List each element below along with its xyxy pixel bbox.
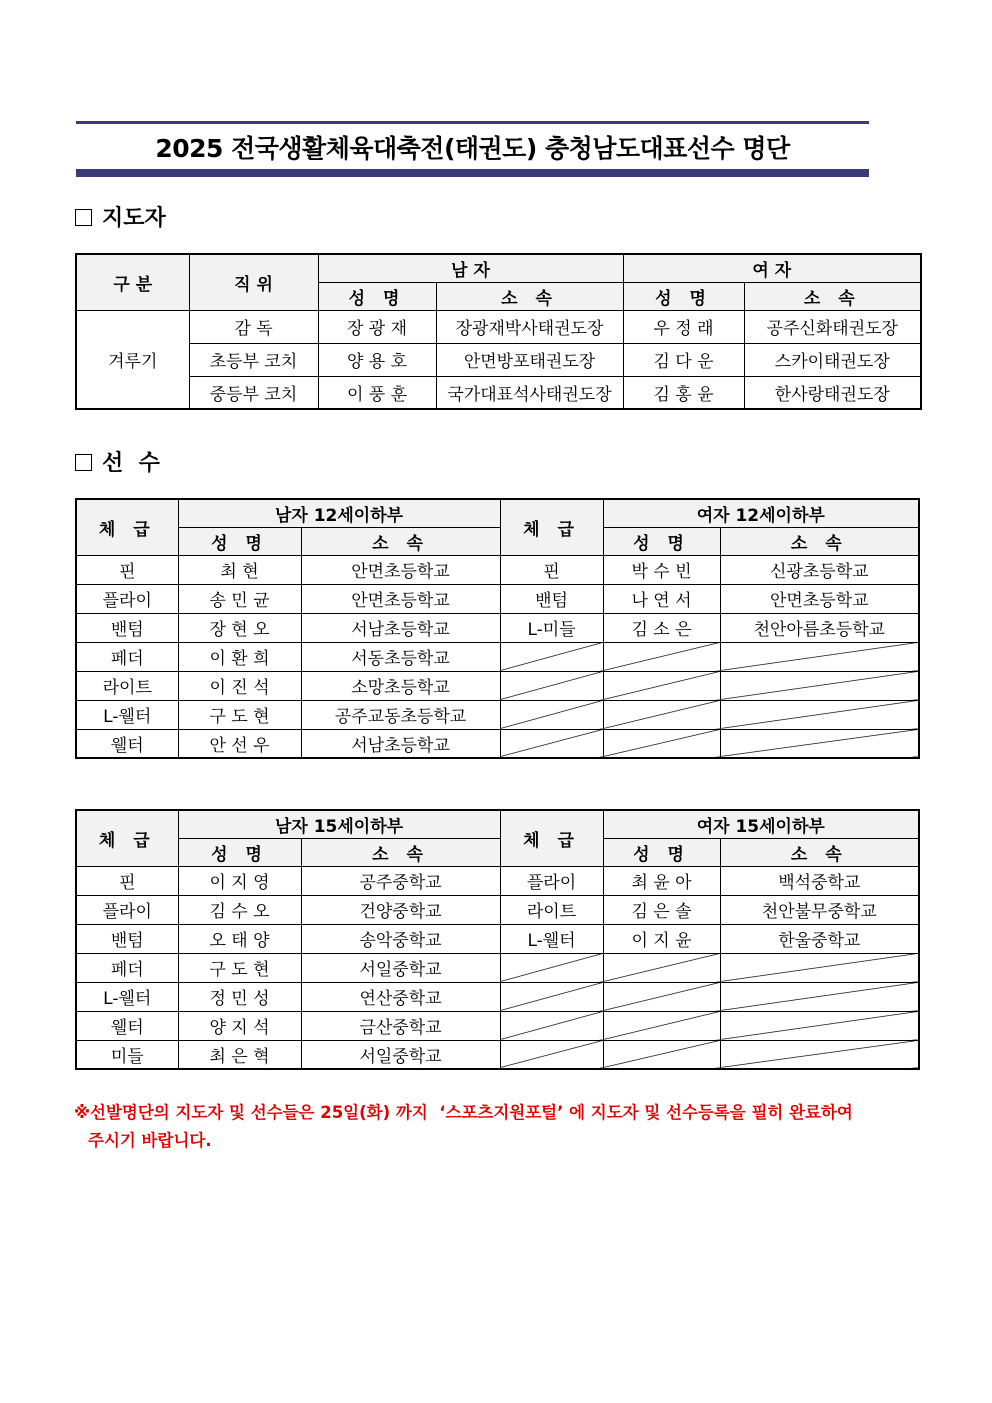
male-affiliation: 서일중학교 (301, 953, 500, 982)
section-players-label: 선 수 (102, 451, 160, 476)
coach-female-name: 김 다 운 (623, 343, 744, 376)
female-name: 최 윤 아 (603, 866, 720, 895)
table-row (76, 953, 919, 982)
male-weight: 플라이 (76, 584, 178, 613)
male-weight: 핀 (76, 555, 178, 584)
male-affiliation: 송악중학교 (301, 924, 500, 953)
title-bottom-rule (76, 169, 869, 177)
empty-diagonal-cell (500, 729, 603, 758)
empty-diagonal-cell (500, 982, 603, 1011)
male-name: 이 진 석 (178, 671, 301, 700)
empty-diagonal-cell (500, 1040, 603, 1069)
female-affiliation: 안면초등학교 (720, 584, 919, 613)
male-name: 정 민 성 (178, 982, 301, 1011)
header-category: 구 분 (76, 254, 189, 310)
u15-header-female-weight: 체 급 (500, 810, 603, 866)
male-name: 최 현 (178, 555, 301, 584)
coach-position: 초등부 코치 (189, 343, 318, 376)
table-row (76, 895, 919, 924)
coach-female-affiliation: 스카이태권도장 (744, 343, 921, 376)
table-row (76, 343, 921, 376)
coach-female-affiliation: 공주신화태권도장 (744, 310, 921, 343)
table-row (76, 1011, 919, 1040)
coach-position: 감 독 (189, 310, 318, 343)
coach-male-affiliation: 안면방포태권도장 (436, 343, 623, 376)
empty-diagonal-cell (603, 700, 720, 729)
male-name: 양 지 석 (178, 1011, 301, 1040)
male-weight: 라이트 (76, 671, 178, 700)
male-name: 구 도 현 (178, 700, 301, 729)
section-players-heading (75, 446, 160, 477)
male-affiliation: 건양중학교 (301, 895, 500, 924)
checkbox-square-icon (75, 209, 92, 226)
empty-diagonal-cell (500, 642, 603, 671)
u12-table (75, 498, 920, 759)
table-row (76, 376, 921, 409)
u15-header-male-name: 성 명 (178, 838, 301, 866)
u15-header-female-name: 성 명 (603, 838, 720, 866)
empty-diagonal-cell (603, 1040, 720, 1069)
empty-diagonal-cell (720, 953, 919, 982)
male-affiliation: 서일중학교 (301, 1040, 500, 1069)
table-row (76, 642, 919, 671)
section-coaches-label: 지도자 (102, 206, 166, 231)
u15-header-male-weight: 체 급 (76, 810, 178, 866)
u15-header-male-title: 남자 15세이하부 (178, 810, 500, 838)
male-weight: 페더 (76, 642, 178, 671)
empty-diagonal-cell (500, 671, 603, 700)
table-row (76, 982, 919, 1011)
female-weight: 핀 (500, 555, 603, 584)
male-affiliation: 연산중학교 (301, 982, 500, 1011)
table-row (76, 924, 919, 953)
u15-header-female-title: 여자 15세이하부 (603, 810, 919, 838)
female-affiliation: 한울중학교 (720, 924, 919, 953)
header-female: 여 자 (623, 254, 921, 282)
male-affiliation: 안면초등학교 (301, 584, 500, 613)
male-affiliation: 공주교동초등학교 (301, 700, 500, 729)
empty-diagonal-cell (603, 671, 720, 700)
table-row (76, 1040, 919, 1069)
coach-male-name: 장 광 재 (318, 310, 436, 343)
female-weight: L-미들 (500, 613, 603, 642)
header-male-affiliation: 소 속 (436, 282, 623, 310)
page-title: 2025 전국생활체육대축전(태권도) 충청남도대표선수 명단 (155, 134, 790, 163)
coaches-table (75, 253, 922, 410)
u12-header-male-title: 남자 12세이하부 (178, 499, 500, 527)
male-weight: 웰터 (76, 729, 178, 758)
empty-diagonal-cell (603, 1011, 720, 1040)
coach-female-affiliation: 한사랑태권도장 (744, 376, 921, 409)
female-affiliation: 백석중학교 (720, 866, 919, 895)
empty-diagonal-cell (603, 642, 720, 671)
header-position: 직 위 (189, 254, 318, 310)
female-affiliation: 천안아름초등학교 (720, 613, 919, 642)
registration-note (74, 1099, 926, 1155)
section-coaches-heading (75, 201, 166, 232)
empty-diagonal-cell (720, 1011, 919, 1040)
male-name: 송 민 균 (178, 584, 301, 613)
header-female-affiliation: 소 속 (744, 282, 921, 310)
table-row (76, 310, 921, 343)
male-name: 최 은 혁 (178, 1040, 301, 1069)
male-weight: 웰터 (76, 1011, 178, 1040)
coach-male-name: 양 용 호 (318, 343, 436, 376)
u15-header-female-affiliation: 소 속 (720, 838, 919, 866)
female-weight: L-웰터 (500, 924, 603, 953)
title-top-rule (76, 121, 869, 124)
female-weight: 라이트 (500, 895, 603, 924)
note-line-2: 주시기 바랍니다. (88, 1131, 212, 1150)
coach-female-name: 김 홍 윤 (623, 376, 744, 409)
note-line-1: ※선발명단의 지도자 및 선수들은 25일(화) 까지 ‘스포츠지원포털’ 에 지도자 및 선수등록을 필히 완료하여 (74, 1103, 853, 1122)
empty-diagonal-cell (500, 1011, 603, 1040)
male-affiliation: 서남초등학교 (301, 729, 500, 758)
table-row (76, 866, 919, 895)
u12-header-female-name: 성 명 (603, 527, 720, 555)
female-affiliation: 천안불무중학교 (720, 895, 919, 924)
header-female-name: 성 명 (623, 282, 744, 310)
coach-position: 중등부 코치 (189, 376, 318, 409)
female-name: 김 소 은 (603, 613, 720, 642)
coach-male-name: 이 풍 훈 (318, 376, 436, 409)
male-weight: 밴텀 (76, 613, 178, 642)
male-name: 구 도 현 (178, 953, 301, 982)
male-weight: L-웰터 (76, 700, 178, 729)
male-affiliation: 서동초등학교 (301, 642, 500, 671)
male-name: 김 수 오 (178, 895, 301, 924)
empty-diagonal-cell (603, 729, 720, 758)
u15-header-male-affiliation: 소 속 (301, 838, 500, 866)
female-weight: 플라이 (500, 866, 603, 895)
male-weight: 플라이 (76, 895, 178, 924)
u15-table (75, 809, 920, 1070)
table-row (76, 700, 919, 729)
female-name: 김 은 솔 (603, 895, 720, 924)
coach-male-affiliation: 장광재박사태권도장 (436, 310, 623, 343)
title-banner (76, 121, 869, 177)
female-affiliation: 신광초등학교 (720, 555, 919, 584)
u12-header-female-title: 여자 12세이하부 (603, 499, 919, 527)
female-name: 이 지 윤 (603, 924, 720, 953)
female-name: 나 연 서 (603, 584, 720, 613)
male-name: 안 선 우 (178, 729, 301, 758)
empty-diagonal-cell (720, 700, 919, 729)
female-name: 박 수 빈 (603, 555, 720, 584)
empty-diagonal-cell (720, 642, 919, 671)
u12-header-female-affiliation: 소 속 (720, 527, 919, 555)
checkbox-square-icon (75, 454, 92, 471)
male-affiliation: 공주중학교 (301, 866, 500, 895)
male-name: 오 태 양 (178, 924, 301, 953)
male-affiliation: 소망초등학교 (301, 671, 500, 700)
male-weight: L-웰터 (76, 982, 178, 1011)
table-row (76, 584, 919, 613)
empty-diagonal-cell (720, 1040, 919, 1069)
u12-header-male-weight: 체 급 (76, 499, 178, 555)
male-affiliation: 안면초등학교 (301, 555, 500, 584)
male-affiliation: 서남초등학교 (301, 613, 500, 642)
u12-header-male-name: 성 명 (178, 527, 301, 555)
male-weight: 밴텀 (76, 924, 178, 953)
male-name: 이 환 희 (178, 642, 301, 671)
male-name: 장 현 오 (178, 613, 301, 642)
empty-diagonal-cell (720, 671, 919, 700)
header-male: 남 자 (318, 254, 623, 282)
coach-category: 겨루기 (76, 310, 189, 409)
empty-diagonal-cell (603, 953, 720, 982)
empty-diagonal-cell (720, 982, 919, 1011)
header-male-name: 성 명 (318, 282, 436, 310)
male-name: 이 지 영 (178, 866, 301, 895)
male-affiliation: 금산중학교 (301, 1011, 500, 1040)
coach-male-affiliation: 국가대표석사태권도장 (436, 376, 623, 409)
table-row (76, 729, 919, 758)
u12-header-male-affiliation: 소 속 (301, 527, 500, 555)
empty-diagonal-cell (720, 729, 919, 758)
male-weight: 미들 (76, 1040, 178, 1069)
empty-diagonal-cell (500, 953, 603, 982)
table-row (76, 671, 919, 700)
table-row (76, 555, 919, 584)
male-weight: 핀 (76, 866, 178, 895)
empty-diagonal-cell (500, 700, 603, 729)
female-weight: 밴텀 (500, 584, 603, 613)
empty-diagonal-cell (603, 982, 720, 1011)
coach-female-name: 우 정 래 (623, 310, 744, 343)
male-weight: 페더 (76, 953, 178, 982)
u12-header-female-weight: 체 급 (500, 499, 603, 555)
table-row (76, 613, 919, 642)
